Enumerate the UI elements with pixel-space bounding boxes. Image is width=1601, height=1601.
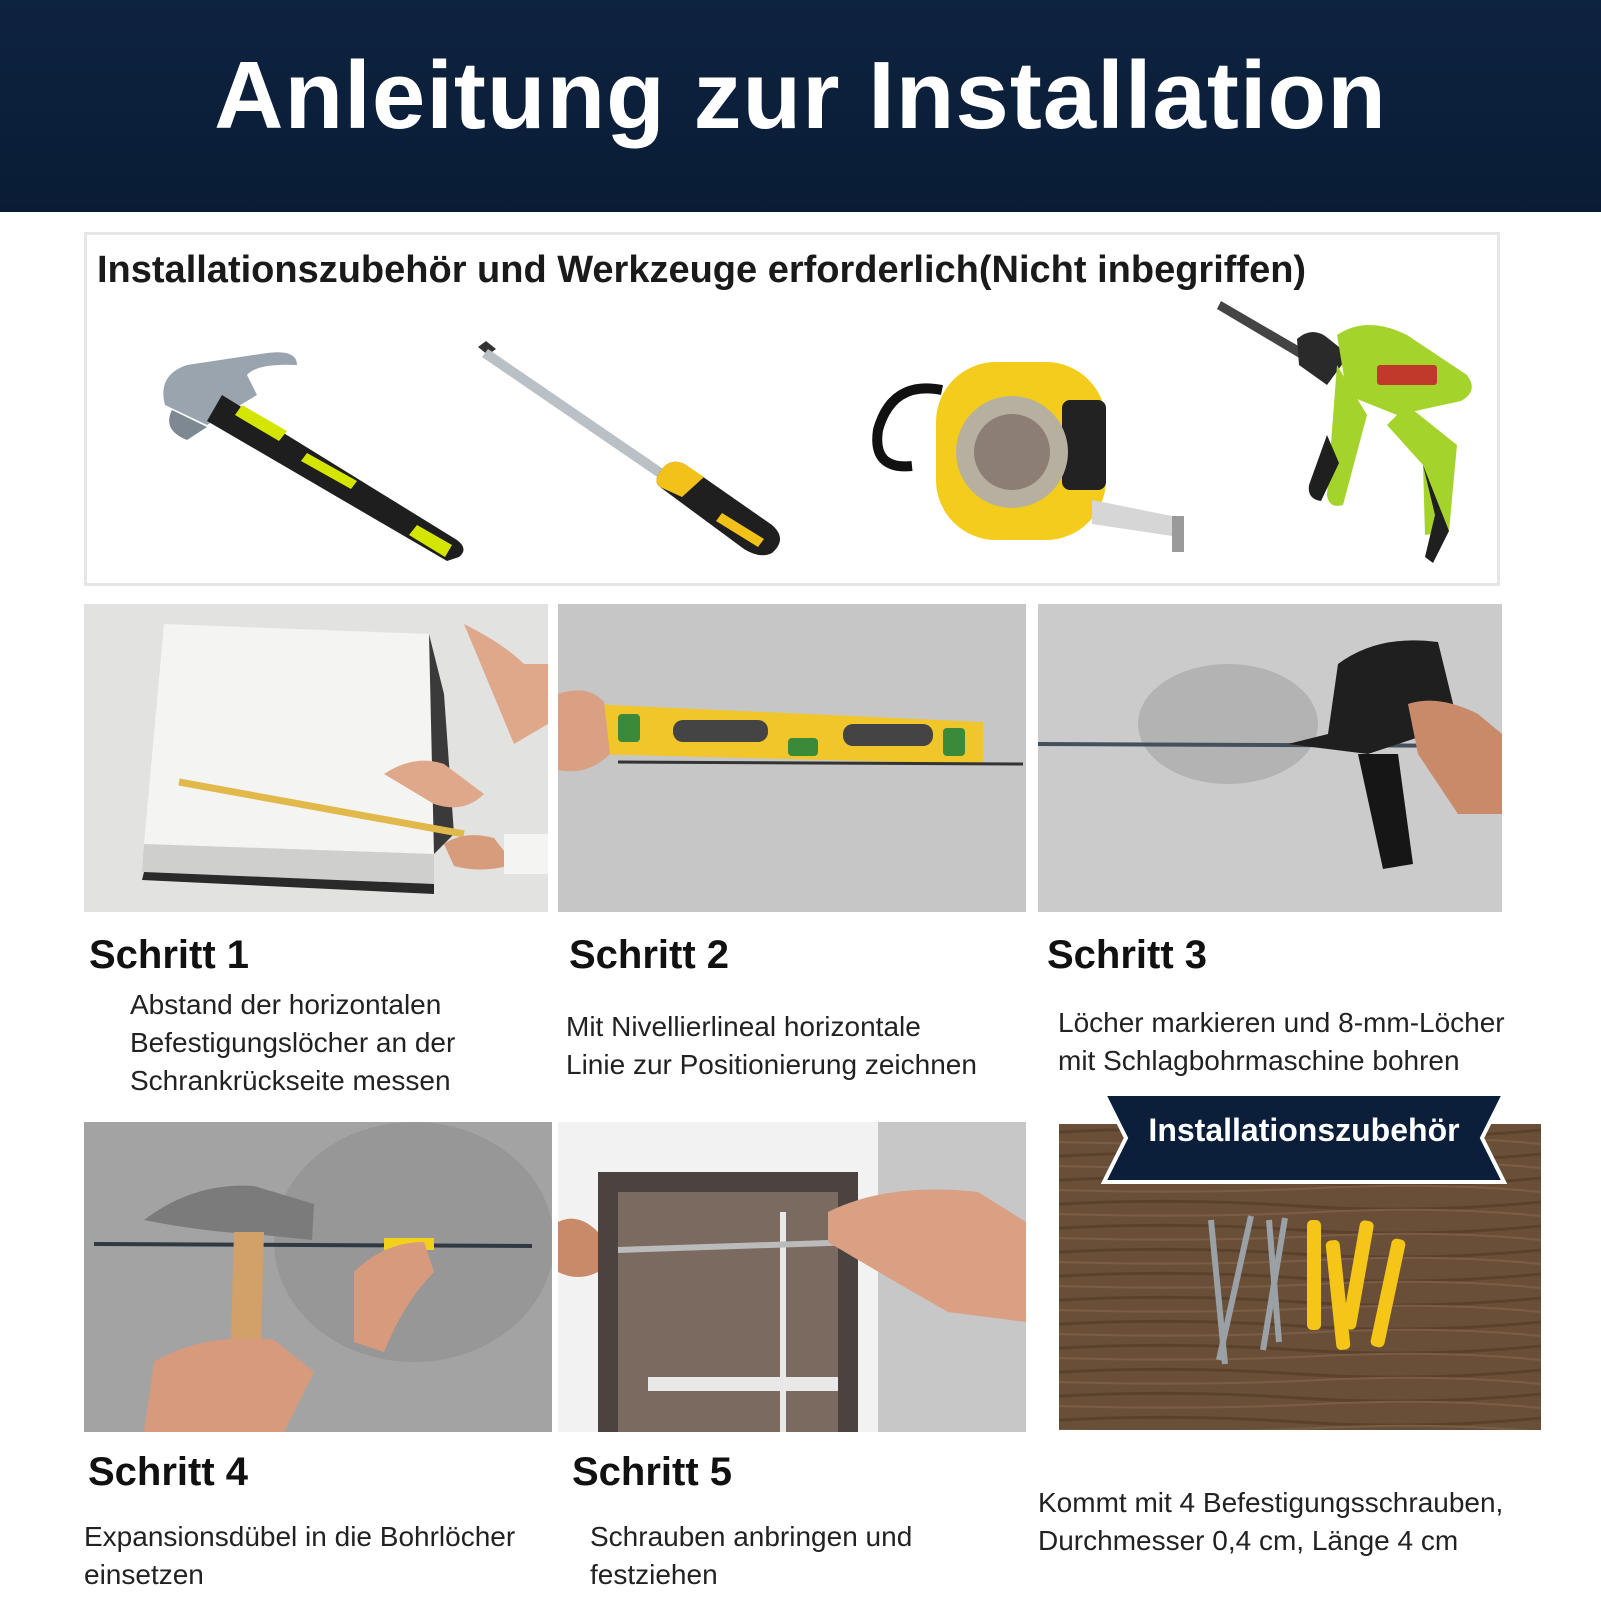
impact-drill-icon — [1217, 295, 1507, 575]
accessories-ribbon — [1098, 1090, 1510, 1186]
step-1-text: Abstand der horizontalen Befestigungslöcher an der Schrankrückseite messen — [130, 989, 456, 1096]
screwdriver-icon — [472, 335, 802, 565]
accessories-text: Kommt mit 4 Befestigungsschrauben, Durchmesser 0,4 cm, Länge 4 cm — [1038, 1487, 1504, 1556]
header-banner — [0, 0, 1601, 212]
accessories-ribbon-label: Installationszubehör — [1148, 1112, 1460, 1148]
step-5-title: Schritt 5 — [572, 1450, 733, 1494]
step-4-text: Expansionsdübel in die Bohrlöcher einsetzen — [84, 1521, 516, 1590]
required-tools-title: Installationszubehör und Werkzeuge erforderlich(Nicht inbegriffen) — [97, 249, 1307, 291]
step-2-text: Mit Nivellierlineal horizontale Linie zur Positionierung zeichnen — [566, 1011, 977, 1080]
step-3-photo — [1038, 604, 1502, 912]
step-1-title: Schritt 1 — [89, 933, 250, 977]
step-2-photo — [558, 604, 1026, 912]
step-5-photo — [558, 1122, 1026, 1432]
step-4-title: Schritt 4 — [88, 1450, 249, 1494]
hammer-icon — [147, 335, 487, 565]
tape-measure-icon — [872, 340, 1202, 570]
step-5-text: Schrauben anbringen und festziehen — [590, 1521, 913, 1590]
page-title: Anleitung zur Installation — [214, 42, 1387, 149]
step-2-title: Schritt 2 — [569, 933, 730, 977]
step-1-photo — [84, 604, 548, 912]
required-tools-panel — [84, 232, 1500, 586]
step-3-text: Löcher markieren und 8-mm-Löcher mit Schlagbohrmaschine bohren — [1058, 1007, 1505, 1076]
step-3-title: Schritt 3 — [1047, 933, 1208, 977]
step-4-photo — [84, 1122, 552, 1432]
